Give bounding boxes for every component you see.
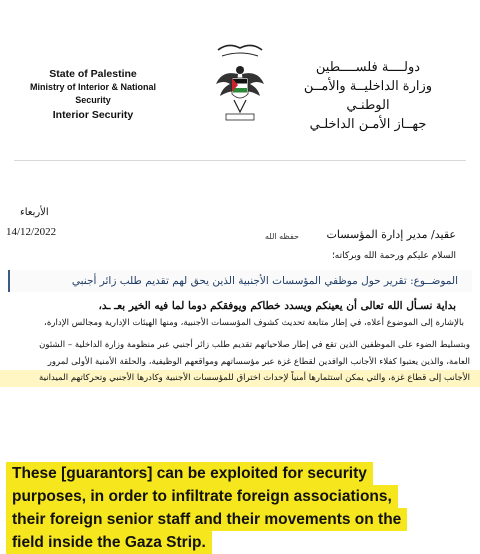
letterhead-en-security: Security [75, 95, 111, 105]
caption-line: purposes, in order to infiltrate foreign associations, [6, 485, 398, 508]
letterhead-arabic [278, 58, 458, 134]
palestinian-eagle-emblem-icon [210, 40, 270, 128]
caption-line: These [guarantors] can be exploited for security [6, 462, 373, 485]
letter-paragraph-line: وبتسليط الضوء على الموظفين الذين تقع في إطار صلاحياتهم تقديم طلب زائر أجنبي عبر منظومة وزارة الداخلية – الشئون [39, 340, 470, 350]
caption-line: field inside the Gaza Strip. [6, 531, 212, 554]
letterhead-ar-agency: جهــاز الأمـن الداخلـي [309, 117, 427, 132]
caption-line: their foreign senior staff and their movements on the [6, 508, 407, 531]
letter-date: 14/12/2022 [6, 226, 57, 238]
letter-paragraph-line-highlighted: الأجانب إلى قطاع غزة، والتي يمكن استثمارها أمنياً لإحداث اختراق للمؤسسات الأجنبية وكادرها الأجنبي وتحركاتهم الميدانية [39, 373, 470, 383]
letterhead-en-ministry: Ministry of Interior & National [29, 82, 156, 92]
recipient-honorific: حفظه الله [265, 232, 299, 241]
letter-opening: بداية نسـأل الله تعالى أن يعينكم ويسدد خطاكم ويوفقكم دوما لما فيه الخير بعـ ـد، [98, 300, 456, 312]
translation-caption [6, 462, 474, 554]
letterhead-divider [14, 160, 466, 161]
letterhead-en-agency: Interior Security [52, 109, 134, 121]
letter-day: الأربعاء [20, 207, 49, 218]
letter-paragraph-line: بالإشارة إلى الموضوع أعلاه، في إطار متابعة تحديث كشوف المؤسسات الأجنبية، ومنها الهيئات الإدارية ومجالس الإدارة، [44, 318, 464, 328]
letterhead-ar-national: الوطنـي [346, 98, 390, 113]
letterhead-en-state: State of Palestine [49, 68, 137, 80]
letter-paragraph-line: العامة، والذين يعتبوا كفلاء الأجانب الوافدين لقطاع غزة عبر مؤسساتهم ومواقعهم الوظيفية، والحلقة الأمنية الأولى لمرور [47, 357, 470, 367]
letter-recipient: عقيد/ مدير إدارة المؤسسات [326, 228, 456, 241]
letterhead-english [18, 68, 168, 122]
letterhead-ar-state: دولــــة فلســــطين [315, 60, 421, 75]
letter-greeting: السلام عليكم ورحمة الله وبركاته؛ [331, 251, 456, 261]
letterhead-ar-ministry: وزارة الداخليــة والأمــن [303, 79, 433, 94]
letter-subject: الموضــوع: تقرير حول موظفي المؤسسات الأجنبية الذين يحق لهم تقديم طلب زائر أجنبي [71, 275, 458, 287]
